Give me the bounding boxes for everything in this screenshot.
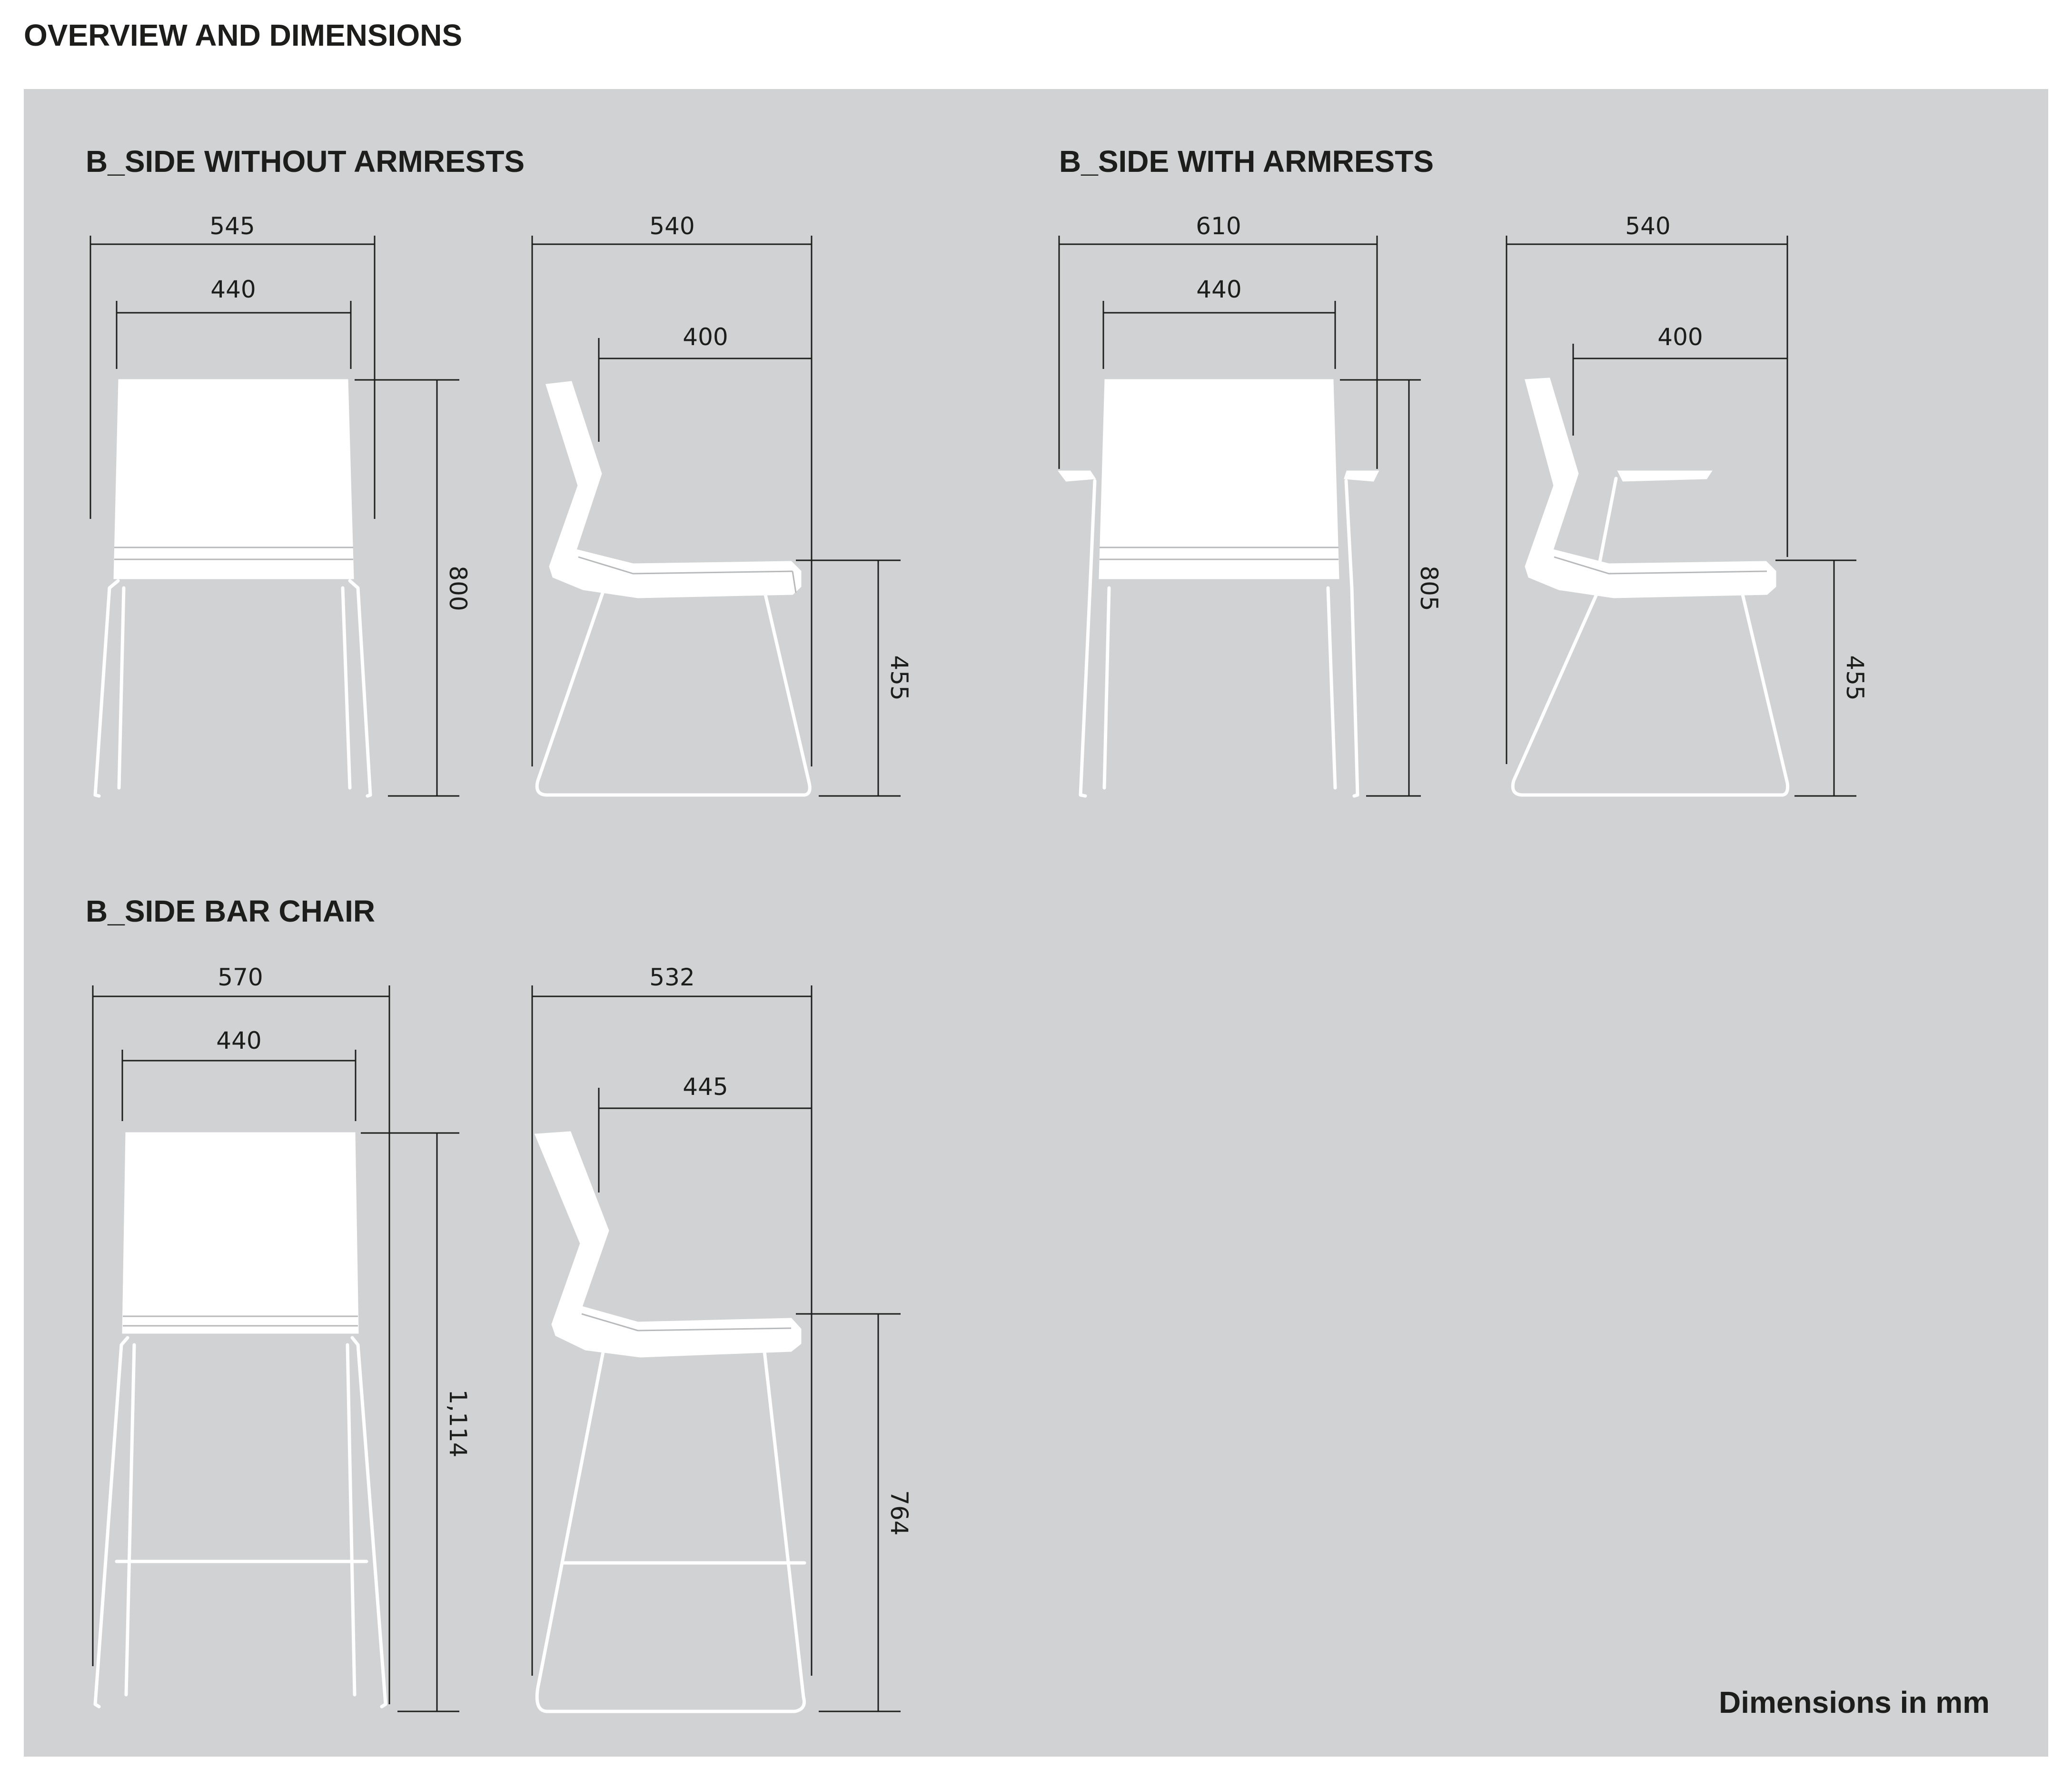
page-title: OVERVIEW AND DIMENSIONS — [24, 18, 462, 52]
seat-depth-label: 400 — [1657, 323, 1703, 351]
units-note: Dimensions in mm — [1719, 1685, 1990, 1719]
overall-depth-label: 540 — [1625, 212, 1671, 240]
overall-depth-label: 540 — [649, 212, 695, 240]
backrest — [114, 380, 353, 578]
section-title: B_SIDE BAR CHAIR — [86, 894, 376, 928]
seat-depth-label: 445 — [683, 1073, 728, 1101]
overall-depth-label: 532 — [649, 964, 695, 991]
height-label: 1,114 — [444, 1389, 472, 1458]
height-label: 800 — [444, 566, 472, 611]
seat-height-label: 764 — [885, 1490, 913, 1536]
seat-width-label: 440 — [216, 1027, 262, 1054]
section-title: B_SIDE WITHOUT ARMRESTS — [86, 144, 525, 179]
armrest-pad — [1618, 471, 1711, 481]
seat-width-label: 440 — [1196, 276, 1242, 303]
backrest — [1100, 380, 1338, 578]
seat-height-label: 455 — [885, 655, 913, 701]
overall-width-label: 570 — [218, 964, 263, 991]
seat-width-label: 440 — [210, 276, 256, 303]
height-label: 805 — [1415, 566, 1443, 611]
backrest — [123, 1133, 358, 1333]
overall-width-label: 610 — [1196, 212, 1241, 240]
seat-depth-label: 400 — [683, 323, 728, 351]
seat-height-label: 455 — [1841, 655, 1869, 701]
section-title: B_SIDE WITH ARMRESTS — [1059, 144, 1434, 179]
overall-width-label: 545 — [209, 212, 255, 240]
